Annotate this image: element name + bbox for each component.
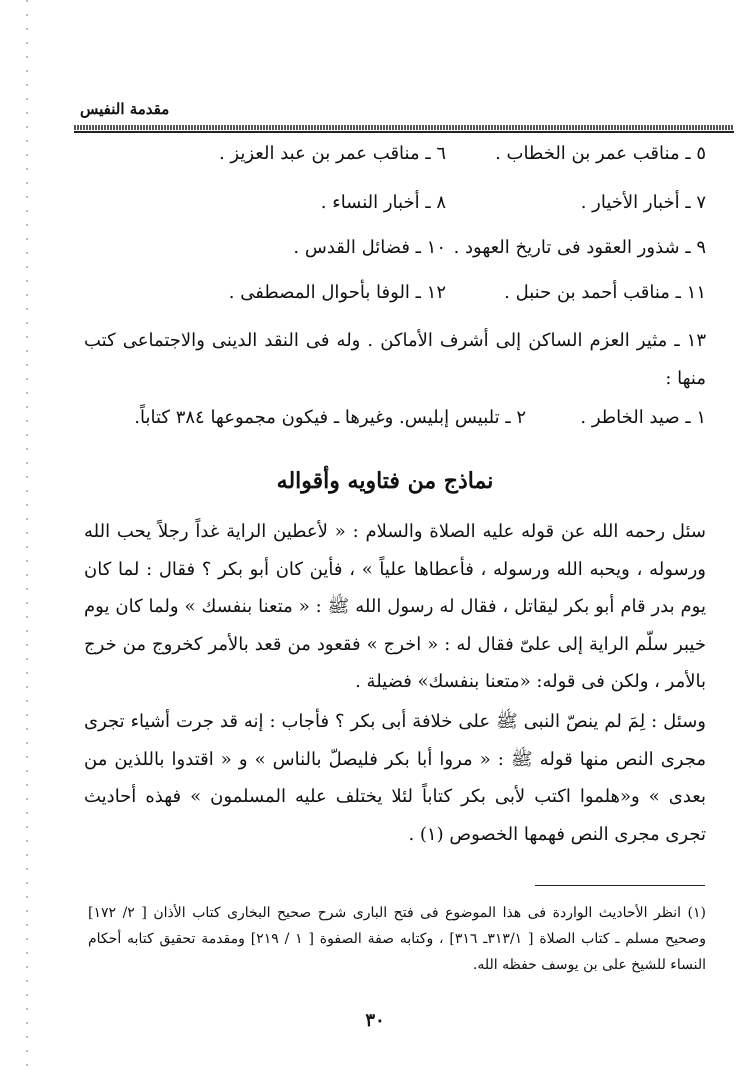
- header-rule-dotted: [74, 125, 734, 130]
- works-row-2: [84, 192, 706, 222]
- works-item-5: ٥ ـ مناقب عمر بن الخطاب .: [495, 143, 706, 164]
- critique-row: [84, 407, 706, 437]
- works-item-11: ١١ ـ مناقب أحمد بن حنبل .: [504, 282, 706, 303]
- critique-item-1: ١ ـ صيد الخاطر .: [580, 407, 706, 428]
- section-heading: نماذج من فتاويه وأقواله: [276, 468, 494, 494]
- header-rule-solid: [74, 131, 734, 133]
- paragraph-fatwa-2: وسئل : لِمَ لم ينصّ النبى ﷺ على خلافة أبى بكر ؟ فأجاب : إنه قد جرت أشياء تجرى مجرى النص منها قوله ﷺ : « مروا أبا بكر فليصلّ بالناس » و « اقتدوا باللذين من بعدى » و«هلموا اكتب لأبى بكر كتاباً لئلا يختلف عليه المسلمون » فهذه أحاديث تجرى مجرى النص فهمها الخصوص (١) .: [84, 711, 706, 845]
- page-number: ٣٠: [365, 1010, 385, 1031]
- works-item-9: ٩ ـ شذور العقود فى تاريخ العهود .: [453, 237, 706, 258]
- footnote-separator: [535, 885, 705, 886]
- works-item-10: ١٠ ـ فضائل القدس .: [293, 237, 446, 258]
- works-row-1: [84, 143, 706, 173]
- works-item-13: ١٣ ـ مثير العزم الساكن إلى أشرف الأماكن . وله فى النقد الدينى والاجتماعى كتب منها :: [84, 330, 707, 389]
- footnote: (١) انظر الأحاديث الواردة فى هذا الموضوع فى فتح البارى شرح صحيح البخارى كتاب الأذان [ ٢/ ١٧٢] وصحيح مسلم ـ كتاب الصلاة [ ٣١٣/١ـ ٣١٦] ، وكتابه صفة الصفوة [ ١ / ٢١٩] ومقدمة تحقيق كتابه أحكام النساء للشيخ على بن يوسف حفظه الله.: [88, 905, 706, 973]
- works-row-3: [84, 237, 706, 267]
- paragraph-fatwa-1: سئل رحمه الله عن قوله عليه الصلاة والسلام : « لأعطين الراية غداً رجلاً يحب الله ورسوله ، ويحبه الله ورسوله ، فأعطاها علياً » ، فأين كان أبو بكر ؟ فقال : لما كان يوم بدر قام أبو بكر ليقاتل ، فقال له رسول الله ﷺ : « متعنا بنفسك » ولما كان يوم خيبر سلّم الراية إلى علىّ فقال له : « اخرج » فقعود من قعد بالأمر كخروج من خرج بالأمر ، ولكن فى قوله: «متعنا بنفسك» فضيلة .: [84, 521, 706, 692]
- critique-item-2: ٢ ـ تلبيس إبليس. وغيرها ـ فيكون مجموعها ٣٨٤ كتاباً.: [134, 407, 526, 428]
- works-item-6: ٦ ـ مناقب عمر بن عبد العزيز .: [218, 143, 446, 164]
- works-item-12: ١٢ ـ الوفا بأحوال المصطفى .: [228, 282, 446, 303]
- scan-edge-marks: [26, 0, 28, 1073]
- running-header-title: مقدمة النفيس: [80, 100, 170, 118]
- works-item-8: ٨ ـ أخبار النساء .: [320, 192, 446, 213]
- works-item-7: ٧ ـ أخبار الأخيار .: [580, 192, 706, 213]
- works-row-4: [84, 282, 706, 312]
